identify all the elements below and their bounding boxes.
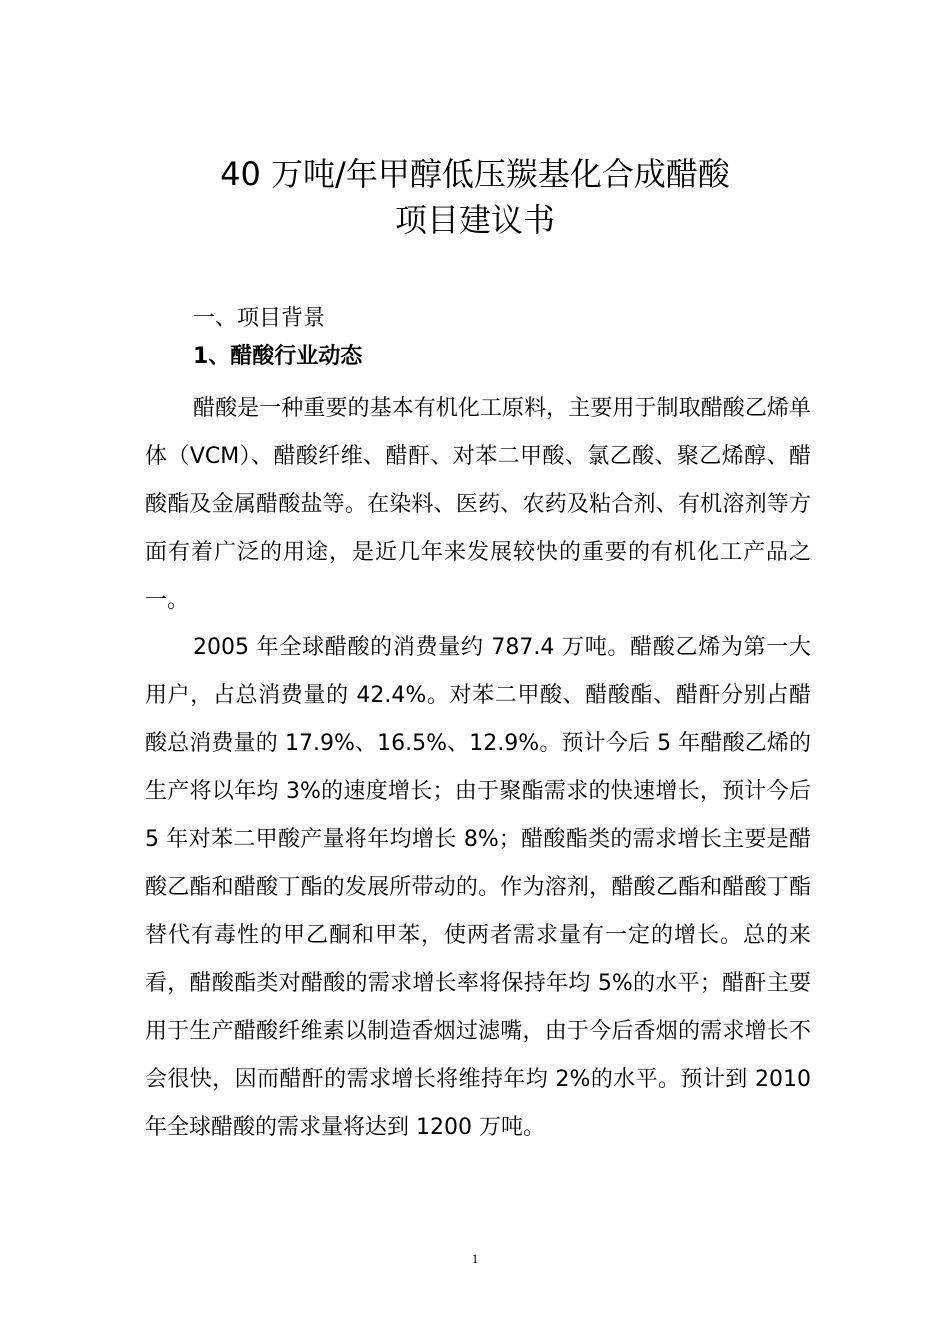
subsection-heading: 1、醋酸行业动态 (193, 344, 363, 369)
paragraph-1: 醋酸是一种重要的基本有机化工原料，主要用于制取醋酸乙烯单体（VCM）、醋酸纤维、醋酐、对苯二甲酸、氯乙酸、聚乙烯醇、醋酸酯及金属醋酸盐等。在染料、医药、农药及粘合剂、有机溶剂等方面有着广泛的用途，是近几年来发展较快的重要的有机化工产品之一。 (145, 396, 811, 613)
document-title-line-2: 项目建议书 (394, 201, 555, 239)
page-number: 1 (471, 1251, 479, 1266)
document-title-line-1: 40 万吨/年甲醇低压羰基化合成醋酸 (220, 155, 730, 193)
paragraph-2: 2005 年全球醋酸的消费量约 787.4 万吨。醋酸乙烯为第一大用户，占总消费量的 42.4%。对苯二甲酸、醋酸酯、醋酐分别占醋酸总消费量的 17.9%、16.5%、12.9%。预计今后 5 年醋酸乙烯的生产将以年均 3%的速度增长；由于聚酯需求的快速增长，预计今后 5 年对苯二甲酸产量将年均增长 8%；醋酸酯类的需求增长主要是醋酸乙酯和醋酸丁酯的发展所带动的。作为溶剂，醋酸乙酯和醋酸丁酯替代有毒性的甲乙酮和甲苯，使两者需求量有一定的增长。总的来看，醋酸酯类对醋酸的需求增长率将保持年均 5%的水平；醋酐主要用于生产醋酸纤维素以制造香烟过滤嘴，由于今后香烟的需求增长不会很快，因而醋酐的需求增长将维持年均 2%的水平。预计到 2010 年全球醋酸的需求量将达到 1200 万吨。 (145, 635, 811, 1140)
section-heading: 一、项目背景 (193, 306, 326, 331)
